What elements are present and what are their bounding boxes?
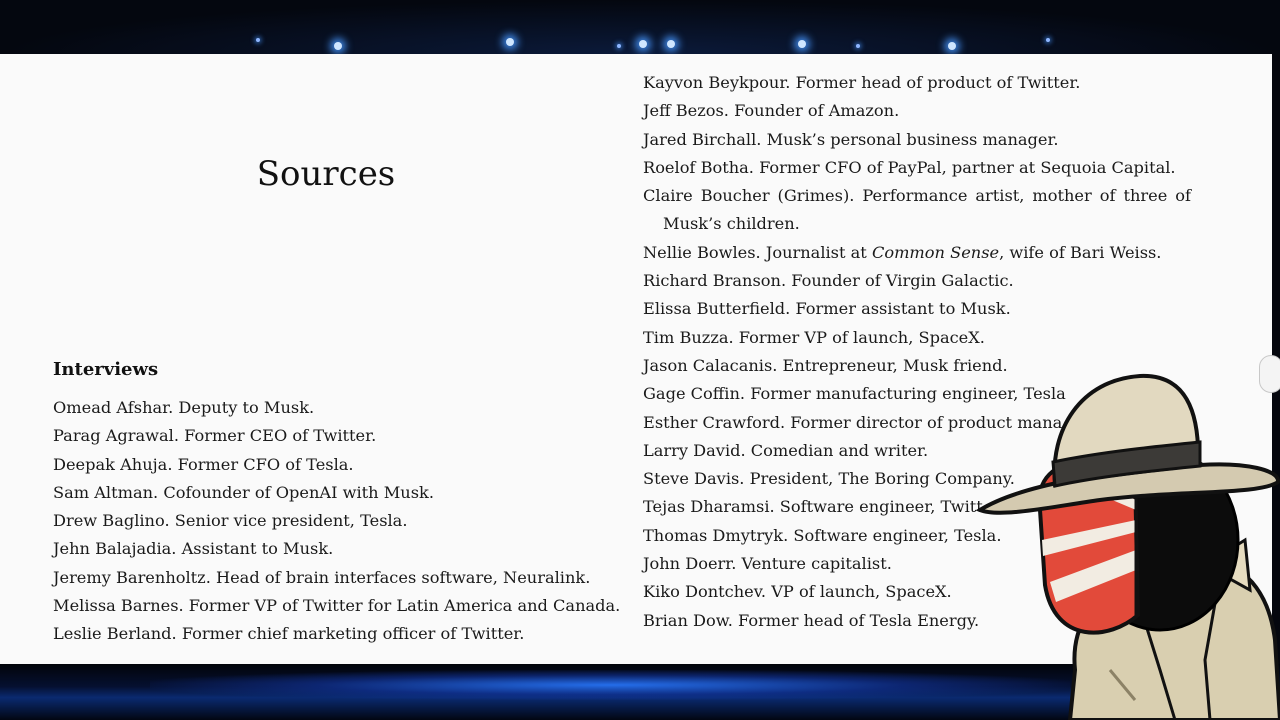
list-item: Jason Calacanis. Entrepreneur, Musk friend. xyxy=(643,355,1008,375)
spy-mascot-illustration xyxy=(960,370,1280,720)
list-item: Sam Altman. Cofounder of OpenAI with Musk. xyxy=(53,482,434,502)
entry-text: , wife of Bari Weiss. xyxy=(999,242,1162,262)
list-item xyxy=(643,239,1191,267)
stage-light xyxy=(798,40,806,48)
interviews-list-left xyxy=(53,394,620,649)
list-item: Tejas Dharamsi. Software engineer, Twitt xyxy=(643,497,983,517)
list-item: Larry David. Comedian and writer. xyxy=(643,440,929,460)
list-item: Leslie Berland. Former chief marketing officer of Twitter. xyxy=(53,624,525,644)
list-item: Tim Buzza. Former VP of launch, SpaceX. xyxy=(643,327,985,347)
list-item: Deepak Ahuja. Former CFO of Tesla. xyxy=(53,454,354,474)
list-item: Gage Coffin. Former manufacturing engineer, Tesla xyxy=(643,384,1066,404)
stage-light xyxy=(639,40,647,48)
list-item: Jeremy Barenholtz. Head of brain interfaces software, Neuralink. xyxy=(53,567,591,587)
list-item: Claire Boucher (Grimes). Performance artist, mother of three of Musk’s children. xyxy=(643,186,1191,234)
list-item: Jared Birchall. Musk’s personal business manager. xyxy=(643,129,1059,149)
list-item: Steve Davis. President, The Boring Company. xyxy=(643,469,1015,489)
stage-light xyxy=(856,44,860,48)
list-item: Roelof Botha. Former CFO of PayPal, partner at Sequoia Capital. xyxy=(643,157,1176,177)
stage-light xyxy=(506,38,514,46)
list-item: Esther Crawford. Former director of product mana xyxy=(643,412,1063,432)
entry-text: Nellie Bowles. Journalist at xyxy=(643,242,872,262)
stage-light xyxy=(1046,38,1050,42)
list-item: Richard Branson. Founder of Virgin Galactic. xyxy=(643,271,1014,291)
list-item: Elissa Butterfield. Former assistant to Musk. xyxy=(643,299,1011,319)
publication-title: Common Sense xyxy=(871,242,1000,262)
list-item: Drew Baglino. Senior vice president, Tesla. xyxy=(53,511,408,531)
list-item: Thomas Dmytryk. Software engineer, Tesla. xyxy=(643,525,1002,545)
stage-glow xyxy=(150,670,1070,700)
page-title: Sources xyxy=(256,154,396,194)
stage-light xyxy=(948,42,956,50)
list-item: Brian Dow. Former head of Tesla Energy. xyxy=(643,610,980,630)
list-item: Kiko Dontchev. VP of launch, SpaceX. xyxy=(643,582,952,602)
list-item: Omead Afshar. Deputy to Musk. xyxy=(53,398,315,417)
list-item: Jeff Bezos. Founder of Amazon. xyxy=(643,101,900,121)
list-item: Kayvon Beykpour. Former head of product of Twitter. xyxy=(643,73,1081,92)
stage-light xyxy=(334,42,342,50)
list-item: Melissa Barnes. Former VP of Twitter for Latin America and Canada. xyxy=(53,596,621,616)
list-item: John Doerr. Venture capitalist. xyxy=(643,554,892,574)
stage-light xyxy=(617,44,621,48)
section-heading-interviews: Interviews xyxy=(53,359,159,380)
stage-light xyxy=(667,40,675,48)
stage-light xyxy=(256,38,260,42)
list-item: Parag Agrawal. Former CEO of Twitter. xyxy=(53,426,377,446)
stage-top-band xyxy=(0,0,1280,54)
list-item: Jehn Balajadia. Assistant to Musk. xyxy=(53,539,334,559)
